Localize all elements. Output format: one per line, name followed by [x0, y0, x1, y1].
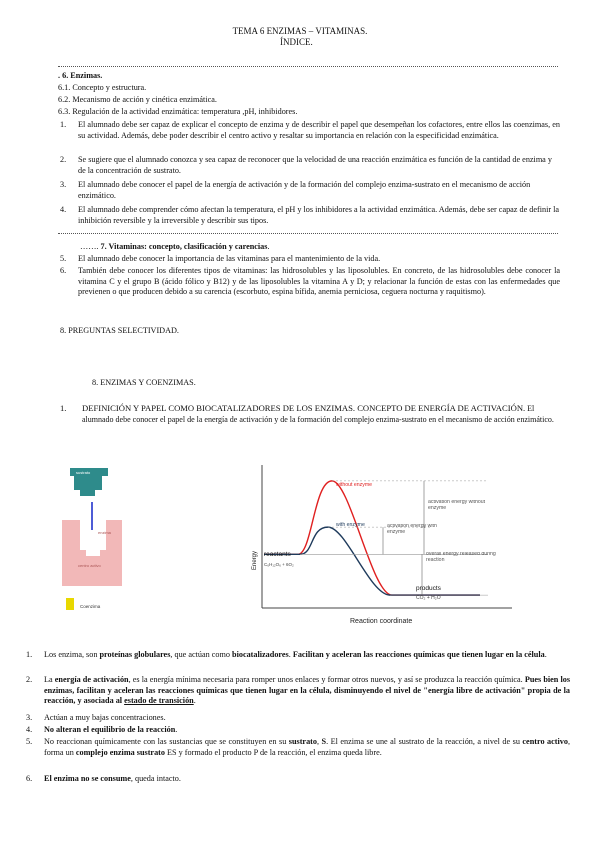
list-item-text: No alteran el equilibrio de la reacción. — [44, 725, 178, 734]
list-item — [26, 774, 570, 785]
list-item — [26, 675, 570, 707]
selectividad-heading: 8. PREGUNTAS SELECTIVIDAD. — [60, 326, 179, 335]
objective-item: 1. El alumnado debe ser capaz de explicar el concepto de enzima y de describir el papel que desempeñan los cofactores, entre ellos las coenzimas, en su actividad. Además, debe poder describir el centro activo y resaltar su importancia en relación con la especificidad enzimática. — [60, 120, 560, 140]
list-item-number: 2. — [26, 675, 33, 684]
label-activation-with: activation energy with enzyme — [387, 524, 437, 535]
label-with-enzyme: with enzyme — [336, 522, 365, 528]
coenzyme-legend-swatch — [66, 598, 74, 610]
list-item — [26, 737, 570, 758]
label-overall-energy: overall energy released during reaction — [426, 552, 496, 563]
dotted-divider — [58, 58, 558, 67]
substrate-shape — [74, 476, 102, 496]
index-main: . 6. Enzimas. — [58, 71, 103, 80]
index-item: 6.1. Concepto y estructura. — [58, 83, 147, 92]
label-without-enzyme: without enzyme — [336, 482, 373, 488]
list-item-text: El enzima no se consume, queda intacto. — [44, 774, 181, 783]
products-label: products — [416, 585, 441, 592]
list-item-number: 1. — [26, 650, 33, 659]
objective-item: 6. También debe conocer los diferentes tipos de vitaminas: las hidrosolubles y las liposolubles. En concreto, de las hidrosolubles debe conocer la vitamina C y el grupo B (ácido fólico y B12) y de las liposolubles la vitamina A y D; y relacionar la función de estas con las enfermedades que previenen o que producen debido a su carencia (escorbuto, espina bífida, anemia perniciosa, ceguera nocturna y raquitismo). — [60, 266, 560, 296]
objective-item: 2. Se sugiere que el alumnado conozca y sea capaz de reconocer que la velocidad de una reacción enzimática es función de la cantidad de enzima y de la concentración de sustrato. — [60, 155, 552, 175]
active-site-label: centro activo — [78, 563, 101, 568]
index-item: 6.2. Mecanismo de acción y cinética enzimática. — [58, 95, 217, 104]
x-axis-label: Reaction coordinate — [350, 618, 413, 625]
doc-title: TEMA 6 ENZIMAS – VITAMINAS. — [232, 26, 368, 36]
list-item-number: 3. — [26, 713, 33, 722]
list-item-text: Los enzima, son proteínas globulares, que actúan como biocatalizadores. Facilitan y aceleran las reacciones químicas que tienen lugar en la célula. — [44, 650, 547, 659]
list-item-text: No reaccionan químicamente con las sustancias que se constituyen en su sustrato, S. El enzima se une al sustrato de la reacción, a nivel de su centro activo, forma un complejo enzima sustrato ES y formado el producto P de la reacción, el enzima queda libre. — [44, 737, 571, 757]
list-item-number: 5. — [26, 737, 33, 746]
list-item-text: Actúan a muy bajas concentraciones. — [44, 713, 166, 722]
objective-item: 4. El alumnado debe comprender cómo afectan la temperatura, el pH y los inhibidores a la actividad enzimática. Además, debe ser capaz de definir la inhibición reversible y la irreversible y describir sus tipos. — [60, 205, 560, 225]
label-activation-without: activation energy without enzyme — [428, 500, 486, 511]
list-item — [26, 650, 570, 661]
list-item-text: La energía de activación, es la energía mínima necesaria para romper unos enlaces y formar otros nuevos, y así se produzca la reacción química. Pues bien los enzimas, facilitan y aceleran las reacciones químicas que tienen lugar en la célula, disminuyendo el nivel de "energía libre de activación" propia de la reacción, y asociada al estado de transición. — [44, 675, 571, 705]
substrate-label: sustrato — [76, 470, 91, 475]
dotted-divider — [58, 225, 558, 234]
energy-chart — [250, 460, 520, 630]
enzyme-substrate-figure — [62, 468, 192, 618]
list-item — [26, 713, 570, 724]
objective-item: 3. El alumnado debe conocer el papel de la energía de activación y de la formación del complejo enzima-sustrato en el mecanismo de acción enzimático. — [60, 180, 531, 200]
list-item-number: 6. — [26, 774, 33, 783]
index-item: 6.3. Regulación de la actividad enzimática: temperatura ,pH, inhibidores. — [58, 107, 298, 116]
coenzyme-legend-label: Coenzima — [80, 604, 101, 609]
vitamins-heading: ……. 7. Vitaminas: concepto, clasificación y carencias. — [80, 242, 270, 251]
enzyme-label: enzima — [98, 530, 111, 535]
products-formula: CO₂ + H₂O — [416, 595, 441, 601]
y-axis-label: Energy — [252, 550, 258, 570]
section-heading: 8. ENZIMAS Y COENZIMAS. — [92, 378, 196, 387]
reactants-label: reactants — [264, 551, 291, 558]
list-item — [26, 725, 570, 736]
objective-item: 5. El alumnado debe conocer la importancia de las vitaminas para el mantenimiento de la vida. — [60, 254, 381, 263]
reactants-formula: C₆H₁₂O₆ + 6O₂ — [264, 562, 294, 567]
section-item: 1. DEFINICIÓN Y PAPEL COMO BIOCATALIZADORES DE LOS ENZIMAS. CONCEPTO DE ENERGÍA DE ACTIVACIÓN. El alumnado debe conocer el papel de la energía de activación y de la formación del complejo enzima-sustrato en el mecanismo de acción enzimático. — [60, 403, 554, 425]
list-item-number: 4. — [26, 725, 33, 734]
